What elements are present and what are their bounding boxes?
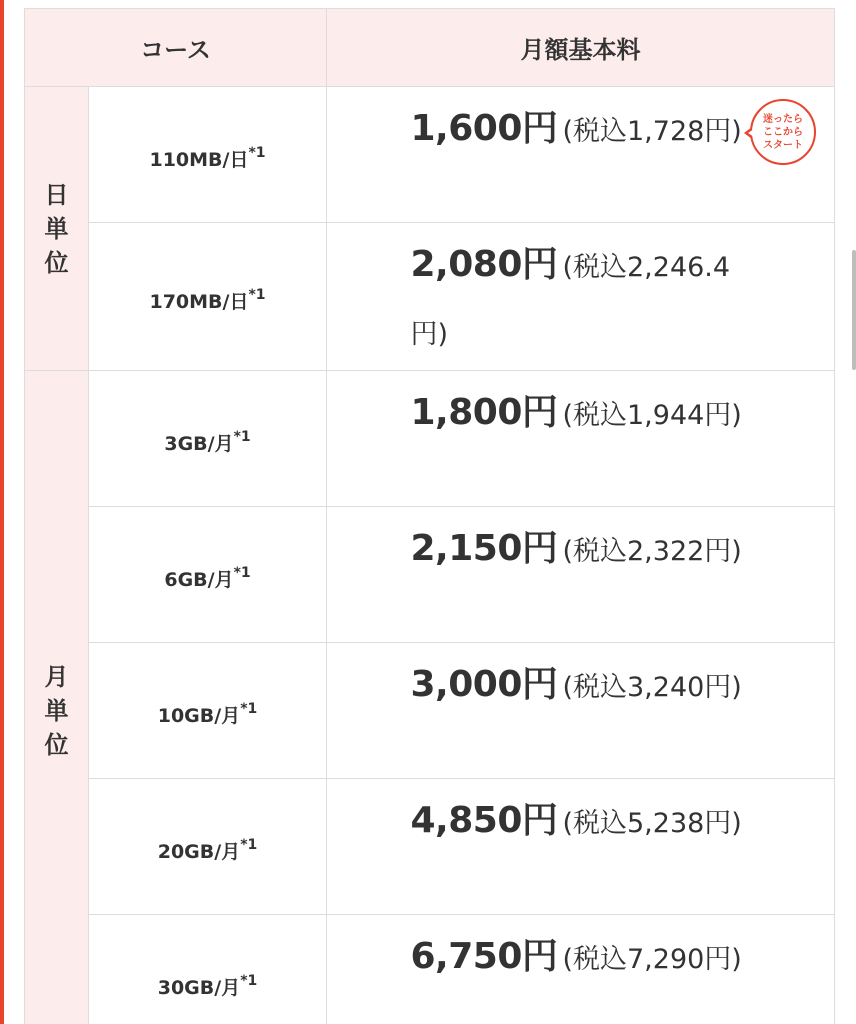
- price-tax-included: (税込5,238円): [562, 808, 742, 839]
- price-amount: 1,800円: [410, 392, 558, 433]
- price-cell: [327, 779, 835, 915]
- price-tax-included: (税込3,240円): [562, 672, 742, 703]
- footnote-mark: *1: [233, 428, 251, 445]
- course-name: 170MB/日: [149, 291, 249, 313]
- footnote-mark: *1: [240, 700, 258, 717]
- table-row: [25, 507, 835, 643]
- table-row: [25, 915, 835, 1024]
- price-tax-included: (税込2,246.4円): [410, 252, 731, 350]
- price-cell: [327, 223, 835, 371]
- table-header-row: [25, 9, 835, 87]
- price-amount: 1,600円: [410, 108, 558, 149]
- course-cell: [89, 643, 327, 779]
- price-cell: [327, 915, 835, 1024]
- group-label-monthly: 月 単 位: [25, 371, 89, 1024]
- course-name: 30GB/月: [157, 977, 241, 999]
- course-cell: [89, 779, 327, 915]
- course-cell: [89, 87, 327, 223]
- table-row: [25, 223, 835, 371]
- footnote-mark: *1: [240, 972, 258, 989]
- course-name: 10GB/月: [157, 705, 241, 727]
- price-amount: 6,750円: [410, 936, 558, 977]
- price-tax-included: (税込7,290円): [562, 944, 742, 975]
- price-tax-included: (税込1,944円): [562, 400, 742, 431]
- price-cell: [327, 643, 835, 779]
- course-name: 110MB/日: [149, 149, 249, 171]
- course-cell: [89, 371, 327, 507]
- course-cell: [89, 915, 327, 1024]
- scrollbar-thumb[interactable]: [852, 250, 856, 370]
- course-name: 20GB/月: [157, 841, 241, 863]
- group-label-daily: 日 単 位: [25, 87, 89, 371]
- course-name: 6GB/月: [164, 569, 234, 591]
- table-row: [25, 87, 835, 223]
- price-tax-included: (税込2,322円): [562, 536, 742, 567]
- price-amount: 2,080円: [410, 244, 558, 285]
- price-amount: 4,850円: [410, 800, 558, 841]
- table-row: [25, 779, 835, 915]
- price-tax-included: (税込1,728円): [562, 116, 742, 147]
- course-cell: [89, 507, 327, 643]
- price-cell: [327, 507, 835, 643]
- recommend-badge: 迷ったら ここから スタート: [750, 99, 816, 165]
- course-name: 3GB/月: [164, 433, 234, 455]
- price-cell: [327, 371, 835, 507]
- footnote-mark: *1: [248, 144, 266, 161]
- header-course: コース: [25, 9, 327, 87]
- table-row: [25, 643, 835, 779]
- price-amount: 2,150円: [410, 528, 558, 569]
- table-row: [25, 371, 835, 507]
- course-cell: [89, 223, 327, 371]
- footnote-mark: *1: [248, 286, 266, 303]
- header-monthly-fee: 月額基本料: [327, 9, 835, 87]
- footnote-mark: *1: [233, 564, 251, 581]
- footnote-mark: *1: [240, 836, 258, 853]
- left-accent-rule: [0, 0, 4, 1024]
- price-amount: 3,000円: [410, 664, 558, 705]
- price-cell: [327, 87, 835, 223]
- plan-price-table: [24, 8, 835, 1024]
